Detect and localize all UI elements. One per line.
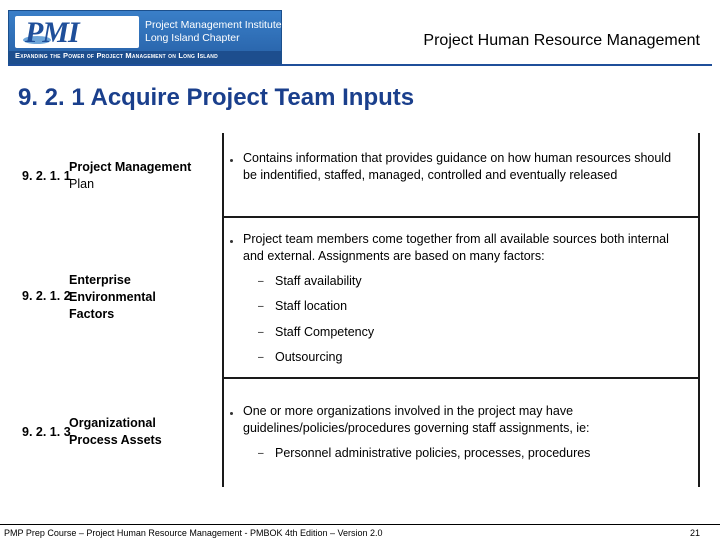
eef-factor: Staff availability [275,274,362,288]
input-number: 9. 2. 1. 2 [22,289,71,303]
dash-icon: – [258,276,264,287]
dash-icon: – [258,448,264,459]
row-divider-2 [222,377,700,379]
input-name-line: Project Management [69,160,192,174]
row-divider-1 [222,216,700,218]
input-name-line: Process Assets [69,433,162,447]
input-name-line: Organizational [69,416,156,430]
chapter-name: Long Island Chapter [145,32,240,44]
banner-bottom [9,51,281,63]
banner-top [9,11,281,53]
page-title: 9. 2. 1 Acquire Project Team Inputs [18,84,415,111]
column-divider [222,133,224,487]
pmi-banner [8,10,282,64]
dash-icon: – [258,352,264,363]
input-name-line: Plan [69,177,95,191]
bullet-icon [230,159,233,162]
right-border [698,133,700,487]
eef-factor: Outsourcing [275,350,343,364]
eef-factor: Staff location [275,299,348,313]
page-number: 21 [689,528,700,538]
header-rule [8,64,712,66]
pmi-logo-text: PMI [25,16,79,49]
dash-icon: – [258,301,264,312]
bullet-icon [230,240,233,243]
footer-text: PMP Prep Course – Project Human Resource Management - PMBOK 4th Edition – Version 2.0 [4,528,383,538]
input-name-line: Enterprise [69,273,131,287]
inputs-table [18,133,700,487]
bullet-icon [230,412,233,415]
institute-name: Project Management Institute [145,19,282,31]
input-name-line: Factors [69,307,115,321]
tagline: Expanding the Power of Project Management on Long Island [15,51,218,60]
eef-description: Project team members come together from all available sources both internal and external. Assignments are based on many factors: [243,232,669,263]
eef-factor: Staff Competency [275,325,375,339]
footer [0,524,720,541]
dash-icon: – [258,327,264,338]
input-name-line: Environmental [69,290,156,304]
header-title: Project Human Resource Management [423,32,700,49]
input-number: 9. 2. 1. 1 [22,169,71,183]
plan-description: Contains information that provides guidance on how human resources should be indentified, staffed, managed, controlled and eventually released [243,151,672,182]
input-number: 9. 2. 1. 3 [22,425,71,439]
opa-description: One or more organizations involved in the project may have guidelines/policies/procedures governing staff assignments, ie: [243,404,590,435]
opa-item: Personnel administrative policies, processes, procedures [275,446,591,460]
pmi-logo [15,16,139,48]
